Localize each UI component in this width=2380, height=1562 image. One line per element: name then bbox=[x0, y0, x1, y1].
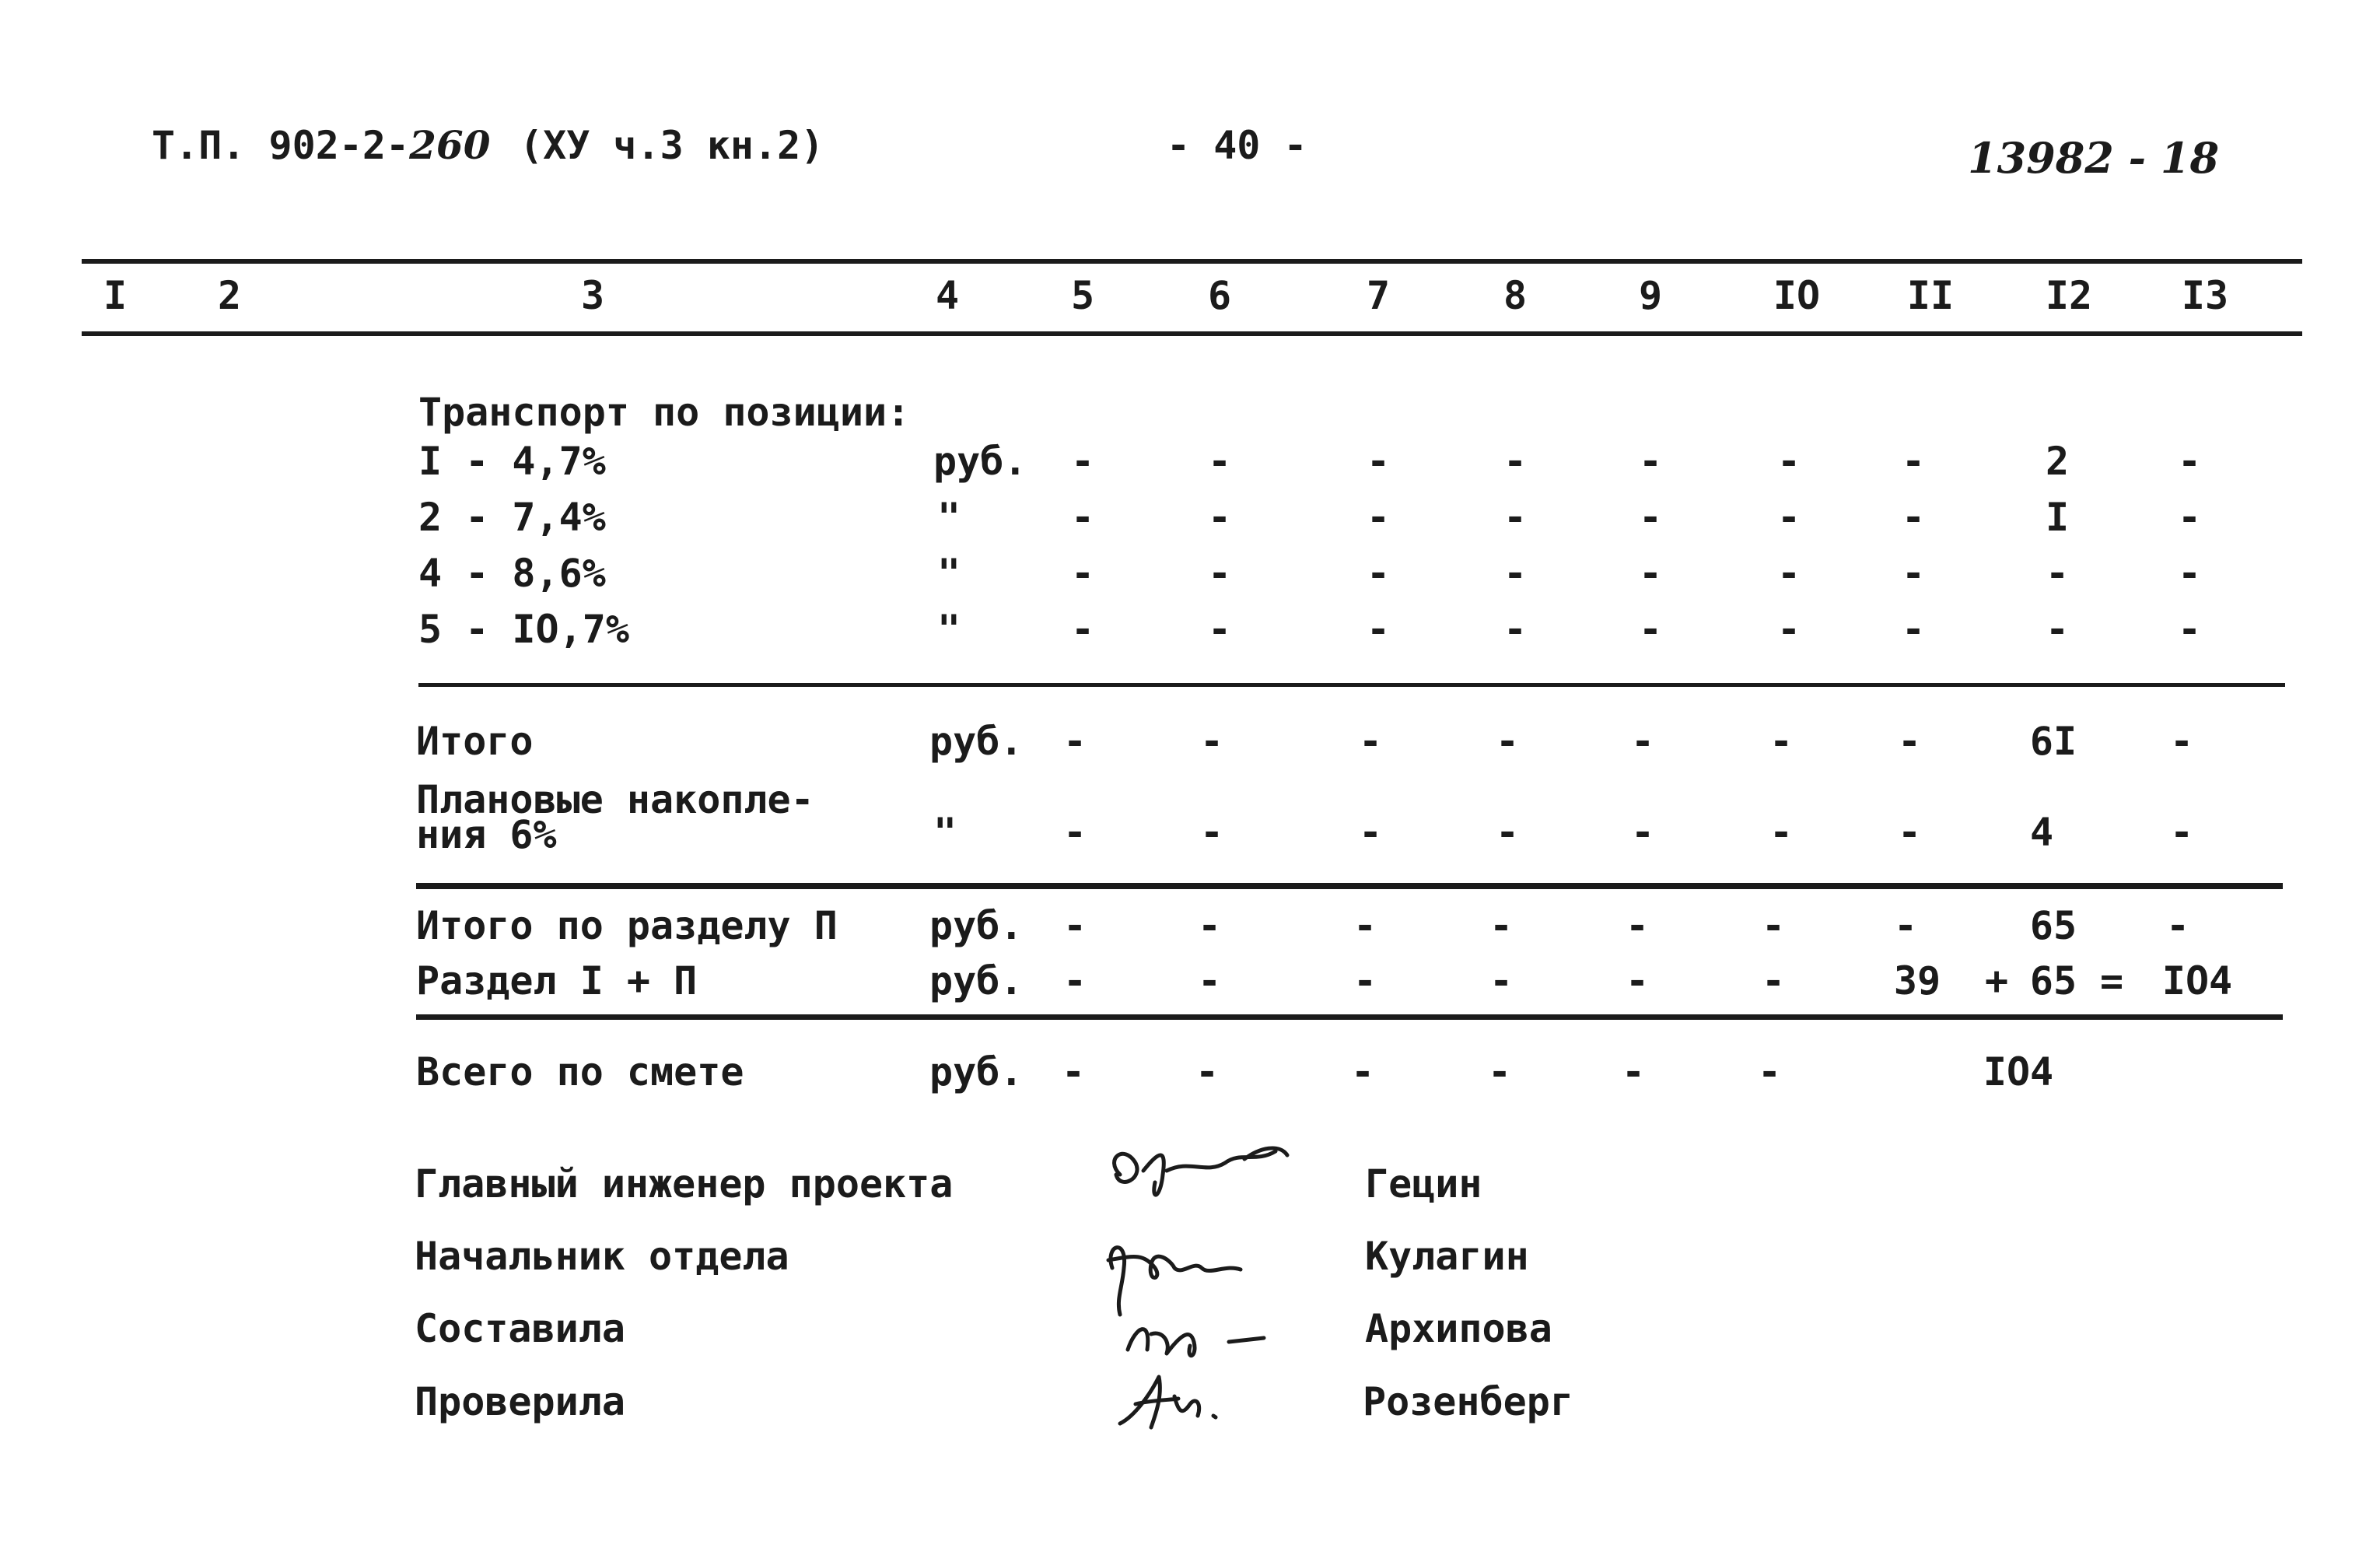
row-unit: руб. bbox=[929, 719, 1024, 764]
cell-col5: - bbox=[1070, 439, 1095, 484]
cell-col7: - bbox=[1366, 495, 1391, 540]
row-label: 5 - IO,7% bbox=[418, 607, 629, 652]
row-label: Итого по разделу П bbox=[416, 903, 838, 948]
signature-stroke bbox=[1104, 1361, 1260, 1439]
cell-col7: - bbox=[1358, 810, 1383, 855]
doc-code-handwritten: 260 bbox=[409, 122, 491, 168]
signatory-name: Гецин bbox=[1365, 1161, 1482, 1207]
cell-col11: - bbox=[1897, 810, 1922, 855]
signatory-role: Проверила bbox=[415, 1379, 625, 1424]
row-unit: руб. bbox=[929, 958, 1024, 1003]
doc-code-prefix: Т.П. 902-2- bbox=[152, 123, 410, 168]
cell-col13: - bbox=[2177, 607, 2202, 652]
cell-col10: - bbox=[1776, 551, 1801, 596]
equals-sign: = bbox=[2099, 958, 2124, 1003]
cell-col13: - bbox=[2169, 810, 2194, 855]
signatory-name: Розенберг bbox=[1363, 1379, 1573, 1424]
cell-col7: - bbox=[1366, 439, 1391, 484]
cell-col10: - bbox=[1776, 607, 1801, 652]
cell-col5: - bbox=[1070, 495, 1095, 540]
cell-col5: - bbox=[1070, 551, 1095, 596]
cell-col12: 2 bbox=[2045, 439, 2070, 484]
header-rule-top bbox=[82, 259, 2302, 264]
cell-col12: I bbox=[2045, 495, 2070, 540]
cell-col10: - bbox=[1769, 719, 1794, 764]
cell-col9: - bbox=[1625, 958, 1650, 1003]
plus-sign: + bbox=[1984, 958, 2009, 1003]
cell-col10: - bbox=[1761, 958, 1786, 1003]
doc-part: (ХУ ч.3 кн.2) bbox=[520, 123, 824, 168]
row-unit: " bbox=[937, 607, 961, 652]
col-header-1: I bbox=[103, 273, 128, 318]
cell-col9: - bbox=[1638, 495, 1663, 540]
cell-col13: - bbox=[2165, 903, 2190, 948]
col-header-12: I2 bbox=[2045, 273, 2093, 318]
col-header-9: 9 bbox=[1638, 273, 1663, 318]
col-header-2: 2 bbox=[217, 273, 242, 318]
cell-col13: IO4 bbox=[2161, 958, 2233, 1003]
col-header-8: 8 bbox=[1503, 273, 1528, 318]
cell-col9: - bbox=[1638, 607, 1663, 652]
row-label: 2 - 7,4% bbox=[418, 495, 606, 540]
cell-col6: - bbox=[1199, 810, 1224, 855]
cell-col6: - bbox=[1195, 1049, 1220, 1094]
cell-col12: - bbox=[2045, 607, 2070, 652]
col-header-13: I3 bbox=[2181, 273, 2229, 318]
cell-col9: - bbox=[1621, 1049, 1646, 1094]
cell-col11: - bbox=[1901, 495, 1926, 540]
col-header-11: II bbox=[1906, 273, 1955, 318]
col-header-3: 3 bbox=[580, 273, 605, 318]
col-header-7: 7 bbox=[1366, 273, 1391, 318]
row-label: Раздел I + П bbox=[416, 958, 698, 1003]
row-unit: " bbox=[933, 810, 957, 855]
cell-col5: - bbox=[1062, 903, 1087, 948]
cell-col12: 4 bbox=[2029, 810, 2054, 855]
cell-col8: - bbox=[1495, 719, 1520, 764]
cell-col9: - bbox=[1638, 551, 1663, 596]
cell-col12: 65 bbox=[2029, 958, 2077, 1003]
cell-col7: - bbox=[1353, 903, 1377, 948]
transport-divider bbox=[418, 683, 2285, 687]
doc-code bbox=[152, 122, 491, 168]
grand-total-value: IO4 bbox=[1983, 1049, 2054, 1094]
cell-col11: 39 bbox=[1893, 958, 1941, 1003]
cell-col10: - bbox=[1757, 1049, 1782, 1094]
cell-col12: 65 bbox=[2029, 903, 2077, 948]
col-header-6: 6 bbox=[1207, 273, 1232, 318]
cell-col8: - bbox=[1495, 810, 1520, 855]
archive-number: 13982 - 18 bbox=[1968, 133, 2220, 183]
row-label: Всего по смете bbox=[416, 1049, 744, 1094]
signatory-name: Архипова bbox=[1365, 1306, 1552, 1351]
cell-col13: - bbox=[2169, 719, 2194, 764]
cell-col12: - bbox=[2045, 551, 2070, 596]
cell-col7: - bbox=[1366, 607, 1391, 652]
cell-col6: - bbox=[1207, 495, 1232, 540]
row-unit: руб. bbox=[929, 903, 1024, 948]
header-rule-bottom bbox=[82, 331, 2302, 336]
row-label: 4 - 8,6% bbox=[418, 551, 606, 596]
signatory-role: Начальник отдела bbox=[415, 1234, 789, 1279]
row-unit: " bbox=[937, 495, 961, 540]
cell-col9: - bbox=[1625, 903, 1650, 948]
transport-title: Транспорт по позиции: bbox=[418, 390, 911, 435]
cell-col6: - bbox=[1207, 439, 1232, 484]
cell-col9: - bbox=[1630, 719, 1655, 764]
row-unit: " bbox=[937, 551, 961, 596]
cell-col7: - bbox=[1350, 1049, 1375, 1094]
cell-col8: - bbox=[1487, 1049, 1512, 1094]
cell-col5: - bbox=[1062, 719, 1087, 764]
section-divider bbox=[416, 1014, 2283, 1020]
cell-col6: - bbox=[1197, 958, 1222, 1003]
col-header-10: IO bbox=[1773, 273, 1821, 318]
row-label-line1: Плановые накопле- bbox=[416, 777, 814, 822]
signatory-name: Кулагин bbox=[1365, 1234, 1529, 1279]
cell-col8: - bbox=[1503, 439, 1528, 484]
cell-col10: - bbox=[1776, 439, 1801, 484]
cell-col5: - bbox=[1062, 810, 1087, 855]
cell-col6: - bbox=[1199, 719, 1224, 764]
cell-col6: - bbox=[1197, 903, 1222, 948]
cell-col8: - bbox=[1503, 551, 1528, 596]
cell-col7: - bbox=[1366, 551, 1391, 596]
page-number: - 40 - bbox=[1167, 123, 1307, 168]
cell-col9: - bbox=[1638, 439, 1663, 484]
row-label-line2: ния 6% bbox=[416, 812, 557, 857]
cell-col10: - bbox=[1761, 903, 1786, 948]
cell-col11: - bbox=[1901, 607, 1926, 652]
cell-col11: - bbox=[1901, 439, 1926, 484]
row-unit: руб. bbox=[929, 1049, 1024, 1094]
cell-col12: 6I bbox=[2029, 719, 2077, 764]
cell-col7: - bbox=[1358, 719, 1383, 764]
cell-col13: - bbox=[2177, 551, 2202, 596]
row-label: Итого bbox=[416, 719, 534, 764]
col-header-4: 4 bbox=[935, 273, 960, 318]
planned-divider bbox=[416, 883, 2283, 889]
cell-col10: - bbox=[1776, 495, 1801, 540]
cell-col13: - bbox=[2177, 495, 2202, 540]
cell-col5: - bbox=[1061, 1049, 1086, 1094]
signature-stroke bbox=[1089, 1128, 1307, 1214]
cell-col11: - bbox=[1901, 551, 1926, 596]
signatory-role: Составила bbox=[415, 1306, 625, 1351]
cell-col8: - bbox=[1489, 903, 1514, 948]
row-unit: руб. bbox=[933, 439, 1027, 484]
cell-col5: - bbox=[1062, 958, 1087, 1003]
cell-col6: - bbox=[1207, 551, 1232, 596]
cell-col8: - bbox=[1489, 958, 1514, 1003]
row-label: I - 4,7% bbox=[418, 439, 606, 484]
cell-col9: - bbox=[1630, 810, 1655, 855]
cell-col6: - bbox=[1207, 607, 1232, 652]
cell-col7: - bbox=[1353, 958, 1377, 1003]
cell-col8: - bbox=[1503, 495, 1528, 540]
cell-col10: - bbox=[1769, 810, 1794, 855]
cell-col11: - bbox=[1897, 719, 1922, 764]
cell-col5: - bbox=[1070, 607, 1095, 652]
cell-col13: - bbox=[2177, 439, 2202, 484]
cell-col11: - bbox=[1893, 903, 1918, 948]
col-header-5: 5 bbox=[1070, 273, 1095, 318]
cell-col8: - bbox=[1503, 607, 1528, 652]
signatory-role: Главный инженер проекта bbox=[415, 1161, 954, 1207]
